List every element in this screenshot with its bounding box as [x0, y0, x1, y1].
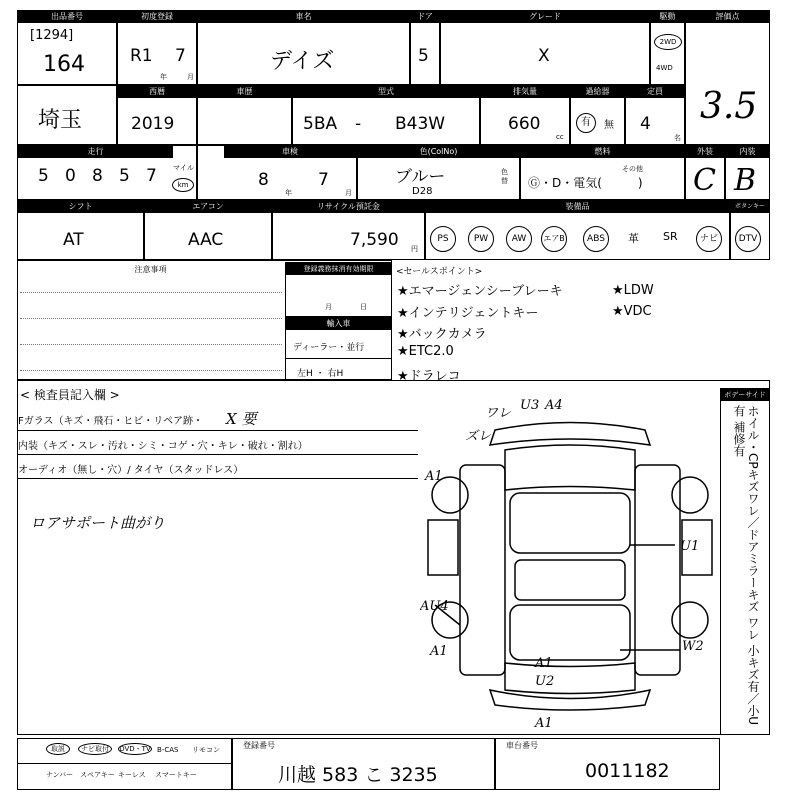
sales-point-5: ★ドラレコ — [397, 369, 461, 384]
inspector-rule-3 — [18, 478, 418, 479]
capacity: 4 — [640, 114, 651, 134]
bottom-dvd-tv: DVD・TV — [119, 745, 151, 753]
exterior-grade: C — [693, 163, 716, 198]
first-reg-era: R1 — [130, 46, 153, 66]
mark-u3: U3 — [520, 398, 540, 413]
lot-number: 164 — [43, 52, 85, 77]
fuel-options: Ⓖ・D・電気( ) — [528, 176, 643, 190]
equipment-header: 装備品 — [426, 201, 729, 213]
mileage-header: 走行 — [18, 146, 173, 158]
recycle-header: リサイクル預託金 — [273, 201, 424, 213]
right-rear-wheel — [672, 602, 708, 638]
capacity-header: 定員 — [626, 86, 684, 98]
mileage-km: km — [172, 178, 194, 192]
interior-header: 内装 — [726, 146, 769, 158]
registration-number: 川越 583 こ 3235 — [278, 764, 438, 786]
capacity-unit: 名 — [674, 134, 681, 142]
bottom-navi-install: ナビ取付 — [78, 743, 112, 755]
windshield — [510, 493, 630, 553]
displacement-header: 排気量 — [481, 86, 569, 98]
equip-airbag: エアB — [541, 226, 567, 252]
fuel-other-label: その他 — [622, 165, 643, 173]
key-header: ボタンキー — [731, 201, 769, 213]
bottom-items-divider — [18, 763, 231, 764]
notes-line-4 — [20, 370, 282, 371]
turbo-no: 無 — [604, 120, 614, 131]
inspector-rule-1 — [18, 430, 418, 431]
grade-value: X — [538, 46, 550, 66]
equip-aw: AW — [506, 226, 532, 252]
mark-a1-left: A1 — [430, 644, 448, 659]
equip-navi: ナビ — [696, 226, 722, 252]
aircon-header: エアコン — [145, 201, 271, 213]
recycle-fee: 7,590 — [350, 230, 399, 250]
sales-point-2: ★インテリジェントキー — [397, 306, 539, 321]
inspector-line-glass: Fガラス（キズ・飛石・ヒビ・リペア跡・ — [18, 416, 204, 427]
mark-a4: A4 — [545, 398, 563, 413]
score-header: 評価点 — [686, 11, 769, 23]
chassis-header: 車台番号 — [497, 740, 547, 752]
rear-glass — [510, 605, 630, 660]
left-body — [460, 465, 505, 675]
first-reg-month: 7 — [175, 46, 186, 66]
chassis-number: 0011182 — [585, 760, 670, 782]
mark-u2: U2 — [535, 674, 555, 689]
mark-ware: ワレ — [485, 406, 512, 421]
handwritten-note: ロアサポート曲がり — [30, 514, 166, 532]
color-code: D28 — [412, 186, 433, 197]
color-name: ブルー — [395, 167, 446, 187]
drive-header: 駆動 — [651, 11, 684, 23]
mileage-digit-4: 5 — [119, 166, 130, 186]
inspection-month: 7 — [318, 170, 329, 190]
notes-line-3 — [20, 344, 282, 345]
first-reg-year-unit: 年 — [160, 73, 167, 81]
bottom-keyless: キーレス — [118, 771, 146, 779]
notes-header: 注意事項 — [18, 264, 283, 276]
cc-unit: cc — [556, 133, 564, 141]
import-divider — [286, 358, 391, 359]
interior-grade: B — [734, 163, 757, 198]
mileage-digit-3: 8 — [92, 166, 103, 186]
bottom-smart-key: スマートキー — [155, 771, 197, 779]
exterior-header: 外装 — [686, 146, 724, 158]
reg-expiry-day: 日 — [360, 303, 367, 311]
mark-zure: ズレ — [465, 429, 492, 444]
equip-sr: SR — [663, 230, 678, 243]
car-name-header: 車名 — [198, 11, 409, 23]
doors-header: ドア — [411, 11, 439, 23]
aircon-value: AAC — [188, 230, 224, 250]
equip-pw: PW — [468, 226, 494, 252]
mark-a1-bumper: A1 — [535, 716, 553, 731]
score-value: 3.5 — [700, 86, 758, 127]
drive-2wd: 2WD — [654, 34, 682, 50]
sales-point-1: ★エマージェンシーブレーキ — [397, 284, 563, 299]
inspection-year-unit: 年 — [285, 189, 292, 197]
sales-header: <セールスポイント> — [396, 267, 483, 277]
displacement: 660 — [508, 114, 541, 134]
mark-a1-rear: A1 — [535, 656, 553, 671]
lot-header: 出品番号 — [18, 11, 116, 23]
first-reg-month-unit: 月 — [187, 73, 194, 81]
side-notes-header: ボデーサイド — [721, 389, 769, 401]
mileage-digit-5: 7 — [146, 166, 157, 186]
inspector-header: < 検査員記入欄 > — [20, 388, 120, 402]
reg-expiry-month: 月 — [325, 303, 332, 311]
mark-u1: U1 — [680, 539, 700, 554]
sales-point-ldw: ★LDW — [612, 283, 654, 298]
color-header: 色(ColNo) — [358, 146, 519, 158]
bottom-spare-key: スペアキー — [80, 771, 115, 779]
tailgate — [505, 663, 635, 694]
inspection-month-unit: 月 — [345, 189, 352, 197]
car-diagram — [420, 395, 720, 735]
equip-abs: ABS — [583, 226, 609, 252]
bottom-number: ナンバー — [46, 771, 74, 779]
glass-mark: X 要 — [226, 410, 257, 428]
mileage-mile: マイル — [173, 164, 194, 172]
front-bumper — [490, 423, 650, 446]
first-reg-header: 初度登録 — [118, 11, 196, 23]
mileage-digit-1: 5 — [38, 166, 49, 186]
left-front-door — [428, 520, 458, 575]
katashiki-header: 型式 — [293, 86, 479, 98]
reg-expiry-header: 登録義務抹消有効期限 — [286, 263, 391, 275]
equip-ps: PS — [430, 226, 456, 252]
fuel-header: 燃料 — [521, 146, 684, 158]
grade-header: グレード — [441, 11, 649, 23]
inspector-line-interior: 内装（キズ・スレ・汚れ・シミ・コゲ・穴・キレ・破れ・割れ） — [18, 441, 308, 452]
equip-leather: 革 — [628, 232, 639, 245]
bottom-remote: リモコン — [192, 746, 220, 754]
mark-w2: W2 — [682, 639, 704, 654]
sales-point-3: ★バックカメラ — [397, 327, 487, 342]
mark-au4: AU4 — [420, 599, 449, 614]
steering: 左H ・ 右H — [297, 369, 344, 379]
model-year-header: 西暦 — [118, 86, 196, 98]
bottom-bcas: B-CAS — [157, 746, 179, 754]
model-year: 2019 — [131, 114, 175, 134]
drive-4wd: 4WD — [656, 64, 673, 72]
roof — [515, 560, 625, 600]
bottom-manual: 取説 — [46, 743, 70, 755]
inspection-year: 8 — [258, 170, 269, 190]
recycle-yen: 円 — [411, 245, 418, 253]
lot-id: [1294] — [30, 28, 74, 43]
import-header: 輸入車 — [286, 318, 391, 330]
hood — [505, 445, 635, 490]
right-body — [635, 465, 680, 675]
mark-a1-front: A1 — [425, 469, 443, 484]
shift-value: AT — [63, 230, 84, 250]
color-change-label: 色替 — [501, 168, 508, 185]
side-notes: ホイル・CPキズワレ／ドアミラーキズ ワレ 小キズ有／小U有 補修有 — [732, 405, 760, 726]
inspector-rule-2 — [18, 454, 418, 455]
notes-line-1 — [20, 292, 282, 293]
equip-dtv: DTV — [735, 226, 761, 252]
reg-number-header: 登録番号 — [234, 740, 284, 752]
inspector-line-audio: オーディオ（無し・穴）/ タイヤ（スタッドレス） — [18, 465, 244, 476]
mileage-digit-2: 0 — [65, 166, 76, 186]
mfg-header: 車歴 — [198, 86, 291, 98]
doors-value: 5 — [418, 46, 429, 66]
katashiki-code: B43W — [395, 114, 446, 134]
notes-line-2 — [20, 318, 282, 319]
import-type: ディーラー・並行 — [293, 343, 365, 353]
location: 埼玉 — [38, 108, 83, 133]
sales-point-4: ★ETC2.0 — [397, 344, 454, 359]
inspection-header: 車検 — [224, 146, 356, 158]
shift-header: シフト — [18, 201, 143, 213]
right-front-wheel — [672, 477, 708, 513]
turbo-yes: 有 — [576, 113, 596, 133]
katashiki-dash: - — [355, 114, 362, 134]
katashiki-prefix: 5BA — [303, 114, 338, 134]
turbo-header: 過給器 — [571, 86, 624, 98]
sales-point-vdc: ★VDC — [612, 304, 652, 319]
car-name: デイズ — [270, 49, 335, 74]
